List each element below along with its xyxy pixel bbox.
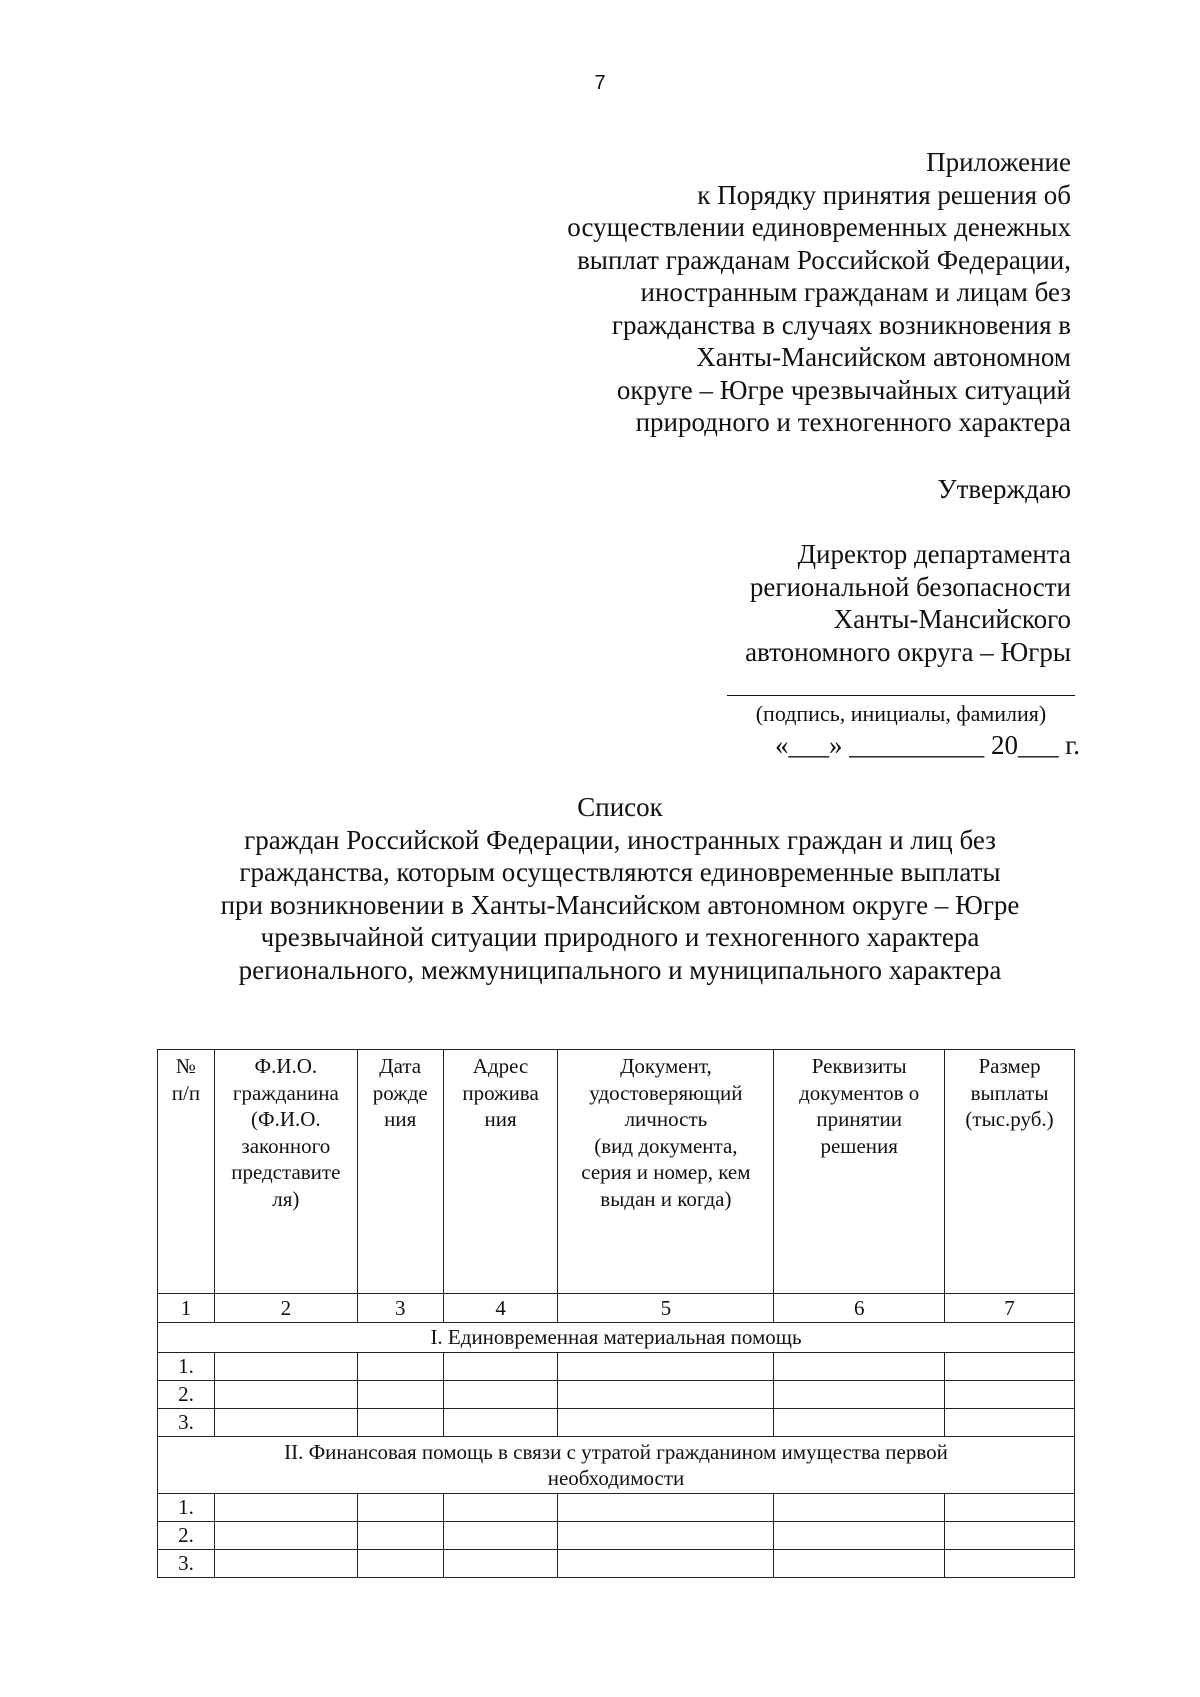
- appendix-line: Ханты-Мансийском автономном: [696, 342, 1071, 372]
- column-number: 5: [558, 1294, 774, 1323]
- title-line: при возникновении в Ханты-Мансийском автономном округе – Югре: [220, 889, 1020, 920]
- table-cell: [443, 1550, 558, 1578]
- table-cell: [214, 1550, 357, 1578]
- signature-caption: (подпись, инициалы, фамилия): [755, 701, 1047, 726]
- appendix-line: природного и техногенного характера: [635, 407, 1071, 437]
- appendix-line: округе – Югре чрезвычайных ситуаций: [616, 374, 1071, 405]
- column-number: 2: [214, 1294, 357, 1323]
- appendix-line: к Порядку принятия решения об: [697, 179, 1071, 210]
- appendix-line: Приложение: [926, 147, 1071, 177]
- table-cell: [443, 1381, 558, 1409]
- header-birth-date: Дата рожде ния: [357, 1050, 443, 1294]
- table-row: [158, 1494, 1075, 1522]
- table-cell: [214, 1494, 357, 1522]
- table-cell: [443, 1494, 558, 1522]
- table-cell: [945, 1550, 1075, 1578]
- section-title: [158, 1437, 1075, 1494]
- row-number: 2.: [158, 1522, 215, 1550]
- table-row: [158, 1353, 1075, 1381]
- section-row: [158, 1323, 1075, 1353]
- table-cell: [774, 1494, 945, 1522]
- table-cell: [214, 1381, 357, 1409]
- table-cell: [774, 1522, 945, 1550]
- title-line: граждан Российской Федерации, иностранных граждан и лиц без: [244, 824, 996, 855]
- appendix-line: гражданства в случаях возникновения в: [611, 309, 1071, 340]
- appendix-line: иностранным гражданам и лицам без: [640, 277, 1071, 307]
- table-cell: [357, 1522, 443, 1550]
- header-number: № п/п: [158, 1050, 215, 1294]
- approve-label: Утверждаю: [937, 474, 1071, 504]
- table-row: [158, 1522, 1075, 1550]
- director-line: региональной безопасности: [749, 571, 1071, 602]
- table-cell: [214, 1353, 357, 1381]
- section-title: I. Единовременная материальная помощь: [158, 1323, 1075, 1353]
- table-cell: [558, 1381, 774, 1409]
- column-number: 6: [774, 1294, 945, 1323]
- table-cell: [443, 1522, 558, 1550]
- appendix-line: выплат гражданам Российской Федерации,: [577, 244, 1071, 275]
- table-cell: [558, 1522, 774, 1550]
- header-full-name: Ф.И.О. гражданина (Ф.И.О. законного представите ля): [214, 1050, 357, 1294]
- table-cell: [774, 1381, 945, 1409]
- title-heading: Список: [577, 792, 663, 822]
- document-title: [120, 791, 1120, 986]
- row-number: 3.: [158, 1550, 215, 1578]
- table-cell: [443, 1409, 558, 1437]
- director-line: Директор департамента: [797, 539, 1071, 569]
- section-row: [158, 1437, 1075, 1494]
- table-cell: [357, 1381, 443, 1409]
- table-cell: [558, 1353, 774, 1381]
- row-number: 3.: [158, 1409, 215, 1437]
- row-number: 2.: [158, 1381, 215, 1409]
- table-cell: [357, 1409, 443, 1437]
- table-header-row: [158, 1050, 1075, 1294]
- table-cell: [774, 1409, 945, 1437]
- column-number-row: [158, 1294, 1075, 1323]
- title-line: регионального, межмуниципального и муниципального характера: [238, 954, 1002, 985]
- table-cell: [945, 1409, 1075, 1437]
- header-identity-document: Документ, удостоверяющий личность (вид документа, серия и номер, кем выдан и когда): [558, 1050, 774, 1294]
- header-payment-amount: Размер выплаты (тыс.руб.): [945, 1050, 1075, 1294]
- date-line: «___» __________ 20___ г.: [774, 730, 1080, 760]
- column-number: 4: [443, 1294, 558, 1323]
- page-number: 7: [594, 72, 606, 94]
- director-line: автономного округа – Югры: [745, 636, 1071, 667]
- column-number: 7: [945, 1294, 1075, 1323]
- table-cell: [443, 1353, 558, 1381]
- table-cell: [558, 1550, 774, 1578]
- table-cell: [945, 1353, 1075, 1381]
- director-block: [745, 538, 1071, 668]
- title-line: чрезвычайной ситуации природного и техногенного характера: [260, 922, 980, 952]
- table-cell: [558, 1409, 774, 1437]
- signature-line: [727, 695, 1075, 696]
- table-cell: [357, 1494, 443, 1522]
- table-cell: [945, 1381, 1075, 1409]
- table-cell: [214, 1409, 357, 1437]
- table-row: [158, 1409, 1075, 1437]
- table-cell: [357, 1353, 443, 1381]
- section-title-line: необходимости: [547, 1466, 685, 1490]
- table-row: [158, 1550, 1075, 1578]
- table-cell: [774, 1550, 945, 1578]
- table-cell: [945, 1494, 1075, 1522]
- recipients-table: [157, 1049, 1075, 1578]
- column-number: 3: [357, 1294, 443, 1323]
- director-line: Ханты-Мансийского: [833, 604, 1071, 634]
- table-cell: [558, 1494, 774, 1522]
- row-number: 1.: [158, 1494, 215, 1522]
- table-cell: [945, 1522, 1075, 1550]
- header-address: Адрес прожива ния: [443, 1050, 558, 1294]
- table-row: [158, 1381, 1075, 1409]
- title-line: гражданства, которым осуществляются единовременные выплаты: [239, 857, 1001, 887]
- appendix-header: [511, 146, 1071, 439]
- section-title-line: II. Финансовая помощь в связи с утратой гражданином имущества первой: [284, 1439, 948, 1464]
- table-cell: [357, 1550, 443, 1578]
- table-cell: [214, 1522, 357, 1550]
- table-cell: [774, 1353, 945, 1381]
- appendix-line: осуществлении единовременных денежных: [567, 212, 1071, 242]
- row-number: 1.: [158, 1353, 215, 1381]
- column-number: 1: [158, 1294, 215, 1323]
- header-decision-details: Реквизиты документов о принятии решения: [774, 1050, 945, 1294]
